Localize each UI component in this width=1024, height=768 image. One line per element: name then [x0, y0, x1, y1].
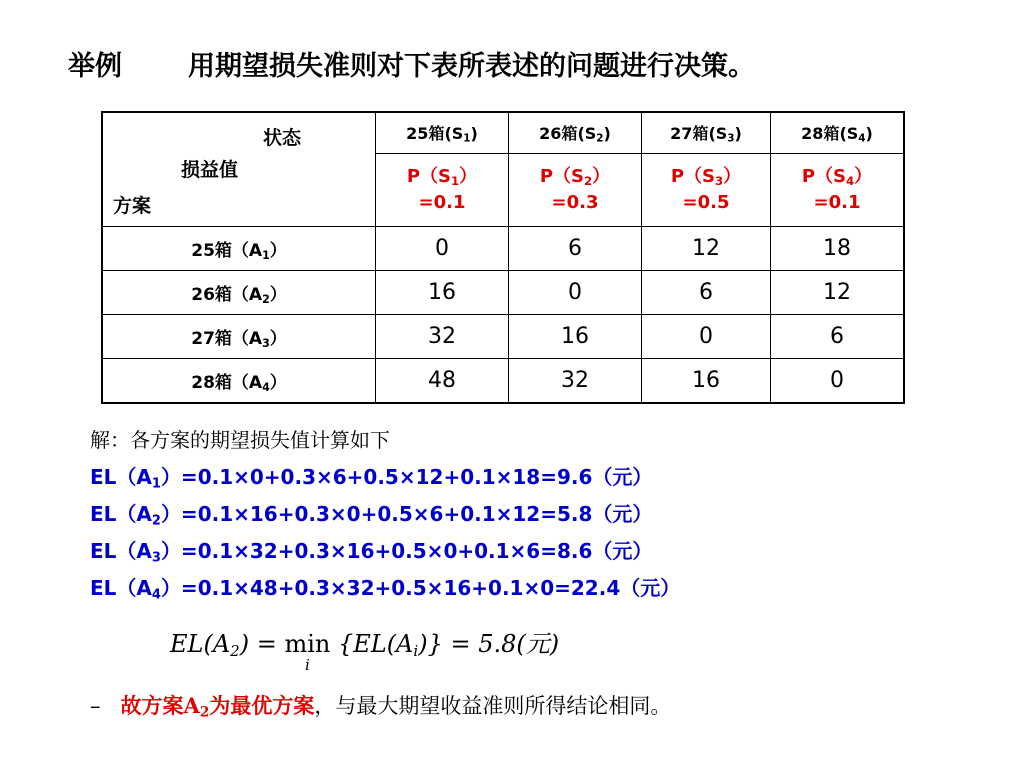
plan-label-3: 27箱$(A_3)$: [102, 315, 376, 359]
corner-plan-label: 方案: [113, 195, 152, 217]
probability-cell-3: $P(S_3)$ =0.5: [642, 154, 771, 227]
corner-value-label: 损益值: [181, 159, 239, 181]
loss-table: [101, 111, 905, 404]
table-cell: 16: [642, 359, 771, 404]
table-cell: 32: [509, 359, 642, 404]
title-text: 用期望损失准则对下表所表述的问题进行决策。: [188, 51, 755, 82]
plan-label-2: 26箱$(A_2)$: [102, 271, 376, 315]
conclusion: [90, 690, 671, 720]
solution-intro: 解：各方案的期望损失值计算如下: [90, 428, 390, 452]
table-cell: 12: [642, 227, 771, 271]
table-cell: 6: [642, 271, 771, 315]
conclusion-highlight: 故方案$A_2$为最优方案: [120, 693, 315, 721]
table-cell: 32: [376, 315, 509, 359]
conclusion-dash: –: [90, 694, 101, 718]
state-header-4: 28箱$(S_4)$: [771, 112, 905, 154]
table-corner-cell: [102, 112, 376, 227]
state-header-3: 27箱$(S_3)$: [642, 112, 771, 154]
state-header-1: 25箱$(S_1)$: [376, 112, 509, 154]
title-label: 举例: [68, 51, 122, 82]
minimum-formula: $EL(A_2) = \min$ i $\{EL(A_i)\} = 5.8$(元): [170, 630, 560, 674]
slide-title: [68, 44, 755, 83]
plan-label-4: 28箱$(A_4)$: [102, 359, 376, 404]
corner-state-label: 状态: [263, 127, 302, 149]
expected-loss-line-3: $EL(A_3)=0.1\times 32+0.3\times 16+0.5\times 0+0.1\times 6=8.6$（元）: [90, 539, 653, 566]
table-cell: 6: [509, 227, 642, 271]
table-row: [102, 315, 904, 359]
expected-loss-line-4: $EL(A_4)=0.1\times 48+0.3\times 32+0.5\times 16+0.1\times 0=22.4$（元）: [90, 576, 681, 603]
table-cell: 6: [771, 315, 905, 359]
table-cell: 18: [771, 227, 905, 271]
probability-cell-2: $P(S_2)$ =0.3: [509, 154, 642, 227]
table-cell: 12: [771, 271, 905, 315]
table-cell: 16: [509, 315, 642, 359]
table-cell: 0: [771, 359, 905, 404]
conclusion-rest: ，与最大期望收益准则所得结论相同。: [314, 694, 672, 718]
probability-cell-4: $P(S_4)$ =0.1: [771, 154, 905, 227]
expected-loss-line-2: $EL(A_2)=0.1\times 16+0.3\times 0+0.5\times 6+0.1\times 12=5.8$（元）: [90, 502, 653, 529]
expected-loss-line-1: $EL(A_1)=0.1\times 0+0.3\times 6+0.5\times 12+0.1\times 18=9.6$（元）: [90, 465, 653, 492]
probability-cell-1: $P(S_1)$ =0.1: [376, 154, 509, 227]
table-row: [102, 227, 904, 271]
min-operator: min i: [284, 630, 331, 674]
table-row: [102, 271, 904, 315]
table-cell: 16: [376, 271, 509, 315]
state-header-2: 26箱$(S_2)$: [509, 112, 642, 154]
table-cell: 0: [376, 227, 509, 271]
table-cell: 0: [642, 315, 771, 359]
table-cell: 0: [509, 271, 642, 315]
plan-label-1: 25箱$(A_1)$: [102, 227, 376, 271]
table-header-row: [102, 112, 904, 154]
table-row: [102, 359, 904, 404]
table-cell: 48: [376, 359, 509, 404]
